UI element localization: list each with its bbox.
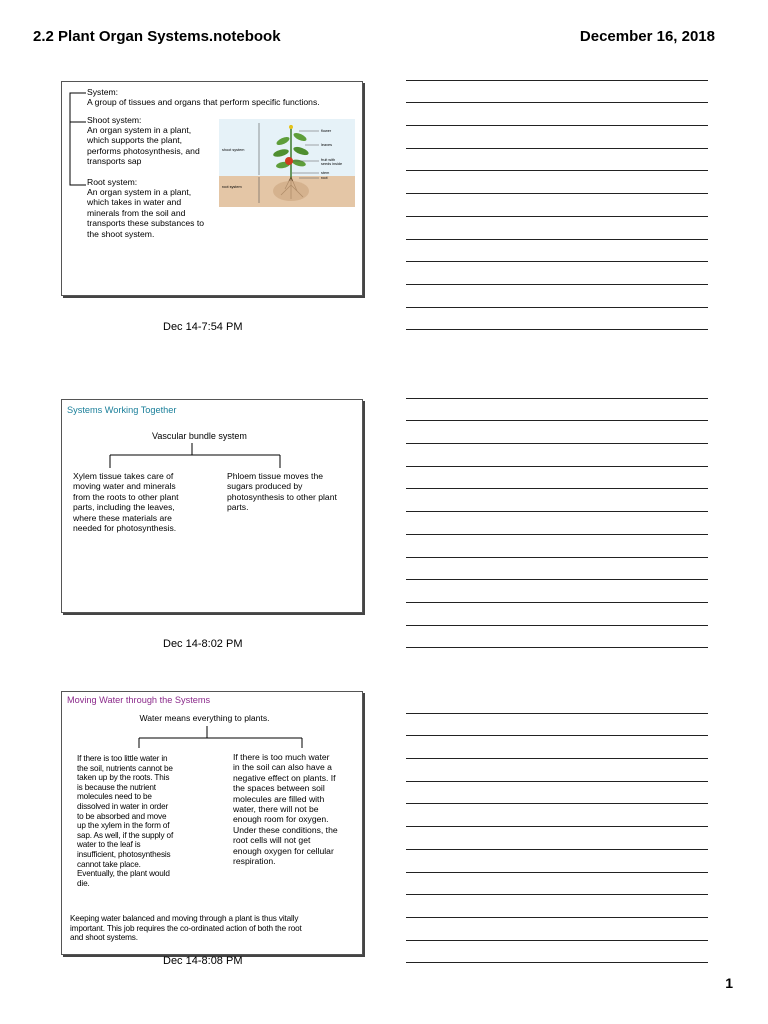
slide-2-timestamp: Dec 14-8:02 PM: [163, 638, 243, 650]
too-little-water-text: If there is too little water in the soil, nutrients cannot be taken up by the roots. This is because the nutrient molecules need to be dissolved in water in order to be absorbed and move up the xylem in the form of sap. As well, if the supply of water to the leaf is insufficient, photosynthesis cannot take place. Eventually, the plant would die.: [77, 754, 174, 888]
slide-1-timestamp: Dec 14-7:54 PM: [163, 321, 243, 333]
shoot-system-definition: An organ system in a plant, which supports the plant, performs photosynthesis, and transports sap: [87, 125, 200, 167]
conclusion-text: Keeping water balanced and moving through a plant is thus vitally important. This job requires the co-ordinated action of both the root and shoot systems.: [70, 914, 302, 943]
slide-2-title: Systems Working Together: [67, 405, 177, 415]
label-fruit: fruit with seeds inside: [321, 158, 343, 167]
vascular-branch-lines: [62, 400, 362, 480]
label-root-system: root system: [222, 185, 242, 189]
water-heading: Water means everything to plants.: [139, 713, 270, 723]
system-definition: A group of tissues and organs that perform specific functions.: [87, 97, 320, 107]
page-date: December 16, 2018: [579, 28, 715, 45]
notes-lines-1[interactable]: [406, 58, 708, 330]
label-shoot-system: shoot system: [222, 148, 245, 152]
notebook-title: 2.2 Plant Organ Systems.notebook: [33, 28, 281, 45]
xylem-description: Xylem tissue takes care of moving water and minerals from the roots to other plant parts, including the leaves, where these materials are needed for photosynthesis.: [73, 471, 179, 534]
system-heading: System:: [87, 87, 119, 97]
notes-lines-2[interactable]: [406, 376, 708, 648]
label-root: root: [321, 176, 328, 180]
slide-1[interactable]: [61, 81, 363, 296]
notes-lines-3[interactable]: [406, 691, 708, 963]
phloem-description: Phloem tissue moves the sugars produced by photosynthesis to other plant parts.: [227, 471, 337, 513]
too-much-water-text: If there is too much water in the soil can also have a negative effect on plants. If the spaces between soil molecules are filled with water, there will not be enough room for oxygen. Under these conditions, the root cells will not get enough oxygen for cellular respiration.: [233, 752, 338, 867]
slide-2[interactable]: [61, 399, 363, 613]
slide-3[interactable]: [61, 691, 363, 955]
slide-3-title: Moving Water through the Systems: [67, 695, 211, 705]
label-flower: flower: [321, 129, 332, 133]
vascular-bundle-heading: Vascular bundle system: [152, 431, 247, 441]
shoot-system-heading: Shoot system:: [87, 115, 142, 125]
slide-3-timestamp: Dec 14-8:08 PM: [163, 955, 243, 967]
root-system-definition: An organ system in a plant, which takes in water and minerals from the soil and transports these substances to the shoot system.: [87, 187, 205, 239]
plant-diagram: [219, 119, 355, 207]
label-stem: stem: [321, 171, 330, 175]
label-leaves: leaves: [321, 143, 332, 147]
root-system-heading: Root system:: [87, 177, 138, 187]
page-number: 1: [725, 975, 733, 991]
